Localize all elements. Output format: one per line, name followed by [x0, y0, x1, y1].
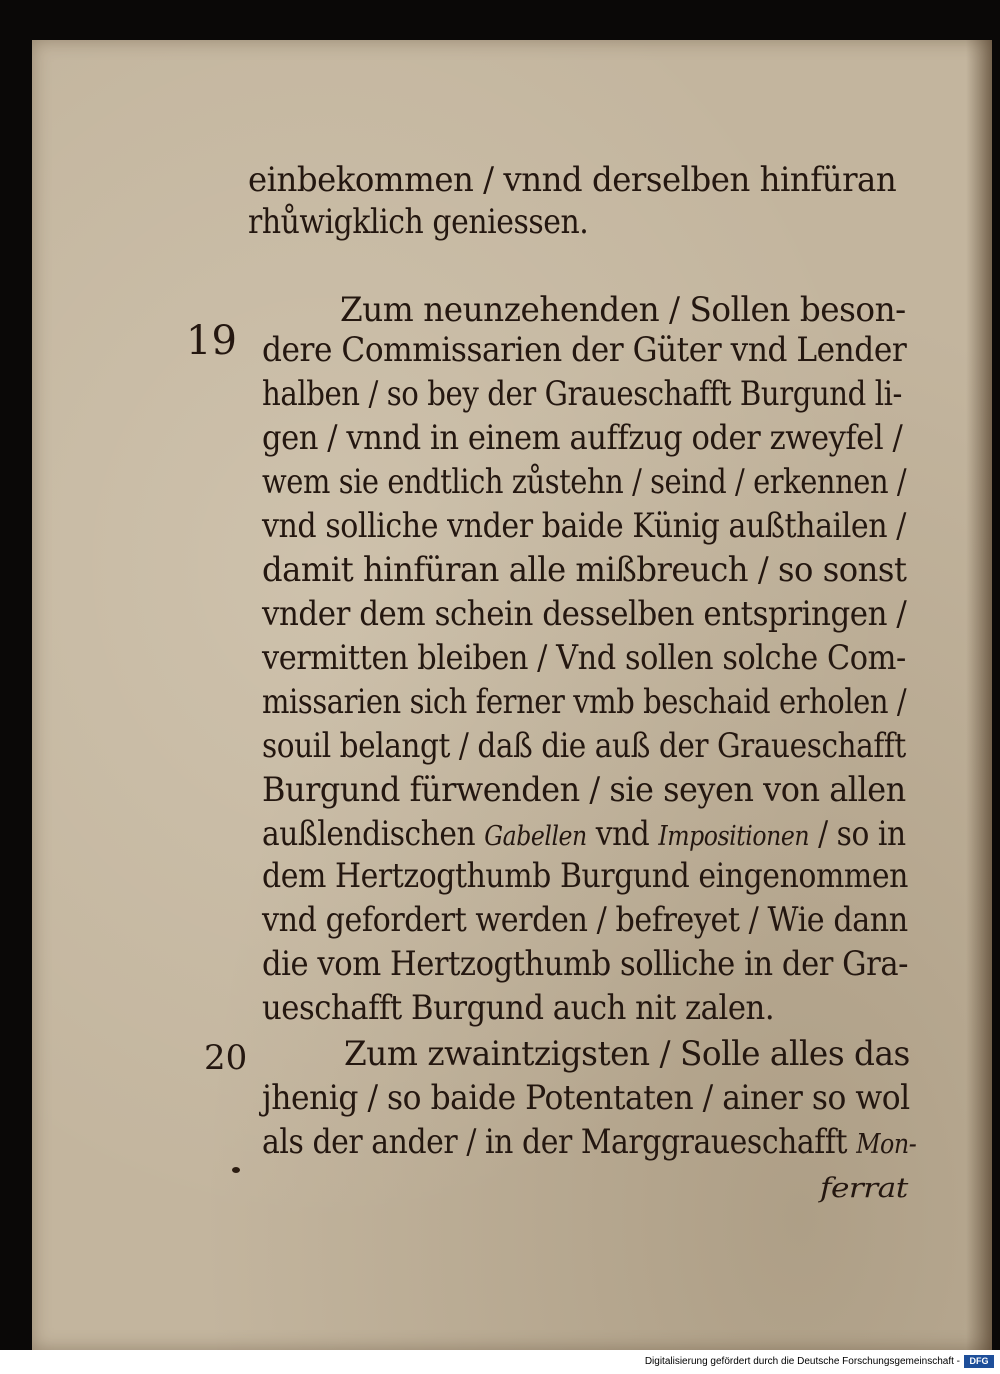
text-line	[248, 160, 896, 200]
text-segment: damit hinfüran alle mißbreuch / so sonst	[262, 550, 907, 590]
text-segment: außlendischen	[262, 814, 485, 854]
italic-segment: ferrat	[820, 1173, 908, 1204]
page-spine-shadow	[966, 40, 992, 1350]
text-line	[262, 506, 906, 546]
text-segment: gen / vnnd in einem auffzug oder zweyfel /	[262, 418, 903, 458]
text-segment: vermitten bleiben / Vnd sollen solche Com-	[262, 638, 906, 678]
footer-credit: Digitalisierung gefördert durch die Deutsche Forschungsgemeinschaft -	[644, 1356, 960, 1367]
text-line	[262, 988, 774, 1028]
text-segment: Zum neunzehenden / Sollen beson-	[340, 290, 906, 330]
text-line	[262, 1122, 916, 1165]
text-segment: die vom Hertzogthumb solliche in der Gra-	[262, 944, 909, 984]
text-segment: souil belangt / daß die auß der Graueschafft	[262, 726, 906, 766]
text-segment: dere Commissarien der Güter vnd Lender	[262, 330, 907, 370]
italic-segment: Mon-	[856, 1129, 917, 1160]
text-segment: vnd	[586, 814, 659, 854]
text-line	[262, 418, 902, 458]
text-segment: wem sie endtlich zůstehn / seind / erkennen /	[262, 462, 907, 502]
italic-segment: Impositionen	[658, 821, 810, 852]
text-line	[262, 638, 906, 678]
text-line	[262, 770, 906, 810]
text-segment: vnd solliche vnder baide Künig außthailen /	[262, 506, 906, 546]
text-segment: dem Hertzogthumb Burgund eingenommen	[262, 856, 908, 896]
text-line	[262, 374, 902, 414]
text-line	[248, 202, 588, 242]
text-segment: ueschafft Burgund auch nit zalen.	[262, 988, 775, 1028]
footer-bar	[0, 1350, 1000, 1374]
text-line	[262, 856, 908, 896]
margin-number-20: 20	[204, 1038, 248, 1078]
text-line	[262, 330, 906, 370]
text-line	[262, 900, 908, 940]
text-segment: Zum zwaintzigsten / Solle alles das	[344, 1034, 910, 1074]
text-segment: als der ander / in der Marggraueschafft	[262, 1122, 857, 1162]
text-line	[262, 814, 906, 857]
ink-dot	[232, 1167, 240, 1173]
text-line	[262, 550, 906, 590]
text-line	[262, 944, 908, 984]
text-line	[262, 726, 906, 766]
text-segment: vnd gefordert werden / befreyet / Wie dann	[262, 900, 908, 940]
text-line	[262, 594, 906, 634]
text-line	[344, 1034, 910, 1074]
dfg-logo: DFG	[964, 1355, 994, 1368]
text-line	[262, 682, 906, 722]
italic-segment: Gabellen	[484, 821, 587, 852]
text-segment: jhenig / so baide Potentaten / ainer so wol	[262, 1078, 910, 1118]
text-segment: halben / so bey der Graueschafft Burgund li-	[262, 374, 902, 414]
text-line	[820, 1166, 908, 1209]
text-segment: / so in	[809, 814, 906, 854]
text-line	[262, 462, 906, 502]
text-segment: Burgund fürwenden / sie seyen von allen	[262, 770, 906, 810]
text-segment: einbekommen / vnnd derselben hinfüran	[248, 160, 897, 200]
margin-number-19: 19	[186, 318, 237, 364]
text-segment: missarien sich ferner vmb beschaid erholen /	[262, 682, 907, 722]
text-line	[262, 1078, 910, 1118]
text-segment: rhůwigklich geniessen.	[248, 202, 589, 242]
text-line	[340, 290, 906, 330]
text-segment: vnder dem schein desselben entspringen /	[262, 594, 907, 634]
